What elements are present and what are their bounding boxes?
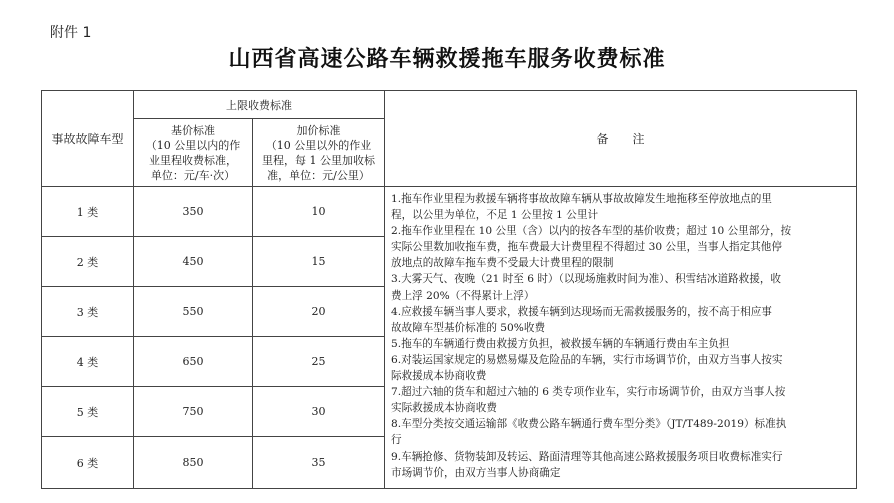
remark-line: 9.车辆抢修、货物装卸及转运、路面清理等其他高速公路救援服务项目收费标准实行: [391, 450, 783, 463]
base-price-line: 业里程收费标准，: [149, 153, 237, 167]
remark-line: 故故障车型基价标准的 50%收费: [391, 321, 546, 334]
surcharge-line: 里程，每 1 公里加收标: [262, 153, 375, 167]
surcharge-line: 加价标准: [296, 123, 341, 137]
surcharge-line: （10 公里以外的作业: [265, 138, 372, 152]
row-type: 4 类: [42, 337, 134, 387]
row-type: 2 类: [42, 237, 134, 287]
remark-line: 费上浮 20%（不得累计上浮）: [391, 289, 535, 302]
remark-line: 行: [391, 434, 402, 447]
row-type: 5 类: [42, 387, 134, 437]
attachment-label: 附件 1: [50, 25, 92, 41]
base-price-line: 基价标准: [171, 123, 215, 137]
row-base: 350: [134, 187, 253, 237]
base-price-line: （10 公里以内的作: [145, 138, 241, 152]
row-base: 750: [134, 387, 253, 437]
row-surcharge: 20: [253, 287, 385, 337]
remark-line: 2.拖车作业里程在 10 公里（含）以内的按各车型的基价收费；超过 10 公里部分，按: [391, 225, 792, 238]
row-surcharge: 25: [253, 337, 385, 387]
row-base: 850: [134, 437, 253, 489]
remark-line: 3.大雾天气、夜晚（21 时至 6 时）（以现场施救时间为准）、积雪结冰道路救援，收: [391, 273, 782, 286]
remark-line: 程，以公里为单位，不足 1 公里按 1 公里计: [391, 209, 599, 222]
header-vehicle-type: 事故故障车型: [42, 91, 134, 187]
row-type: 6 类: [42, 437, 134, 489]
header-upper-limit: 上限收费标准: [134, 91, 385, 119]
remarks-cell: [385, 187, 857, 489]
remark-line: 市场调节价，由双方当事人协商确定: [391, 466, 561, 479]
row-surcharge: 15: [253, 237, 385, 287]
remark-line: 放地点的故障车拖车费不受最大计费里程的限制: [391, 257, 614, 270]
remark-line: 1.拖车作业里程为救援车辆将事故故障车辆从事故故障发生地拖移至停放地点的里: [391, 193, 772, 205]
remark-line: 4.应救援车辆当事人要求，救援车辆到达现场而无需救援服务的，按不高于相应事: [391, 305, 772, 318]
remark-line: 7.超过六轴的货车和超过六轴的 6 类专项作业车，实行市场调节价，由双方当事人按: [391, 386, 786, 399]
header-remarks: 备 注: [385, 91, 857, 187]
remark-line: 际救援成本协商收费: [391, 370, 487, 383]
remark-line: 8.车型分类按交通运输部《收费公路车辆通行费车型分类》（JT/T489-2019）标准执: [391, 418, 787, 431]
row-surcharge: 10: [253, 187, 385, 237]
base-price-line: 单位：元/车·次）: [150, 168, 236, 182]
remark-line: 5.拖车的车辆通行费由救援方负担，被救援车辆的车辆通行费由车主负担: [391, 337, 730, 350]
row-base: 450: [134, 237, 253, 287]
document-title: 山西省高速公路车辆救援拖车服务收费标准: [228, 46, 666, 72]
remark-line: 实际救援成本协商收费: [391, 402, 497, 415]
row-type: 3 类: [42, 287, 134, 337]
header-surcharge: [253, 119, 385, 187]
remark-line: 实际公里数加收拖车费，拖车费最大计费里程不得超过 30 公里，当事人指定其他停: [391, 241, 782, 254]
row-type: 1 类: [42, 187, 134, 237]
row-base: 550: [134, 287, 253, 337]
row-base: 650: [134, 337, 253, 387]
header-base-price: [134, 119, 253, 187]
row-surcharge: 30: [253, 387, 385, 437]
row-surcharge: 35: [253, 437, 385, 489]
fee-standard-table: [41, 90, 857, 489]
surcharge-line: 准，单位：元/公里）: [267, 168, 370, 182]
remark-line: 6.对装运国家规定的易燃易爆及危险品的车辆，实行市场调节价，由双方当事人按实: [391, 353, 783, 366]
